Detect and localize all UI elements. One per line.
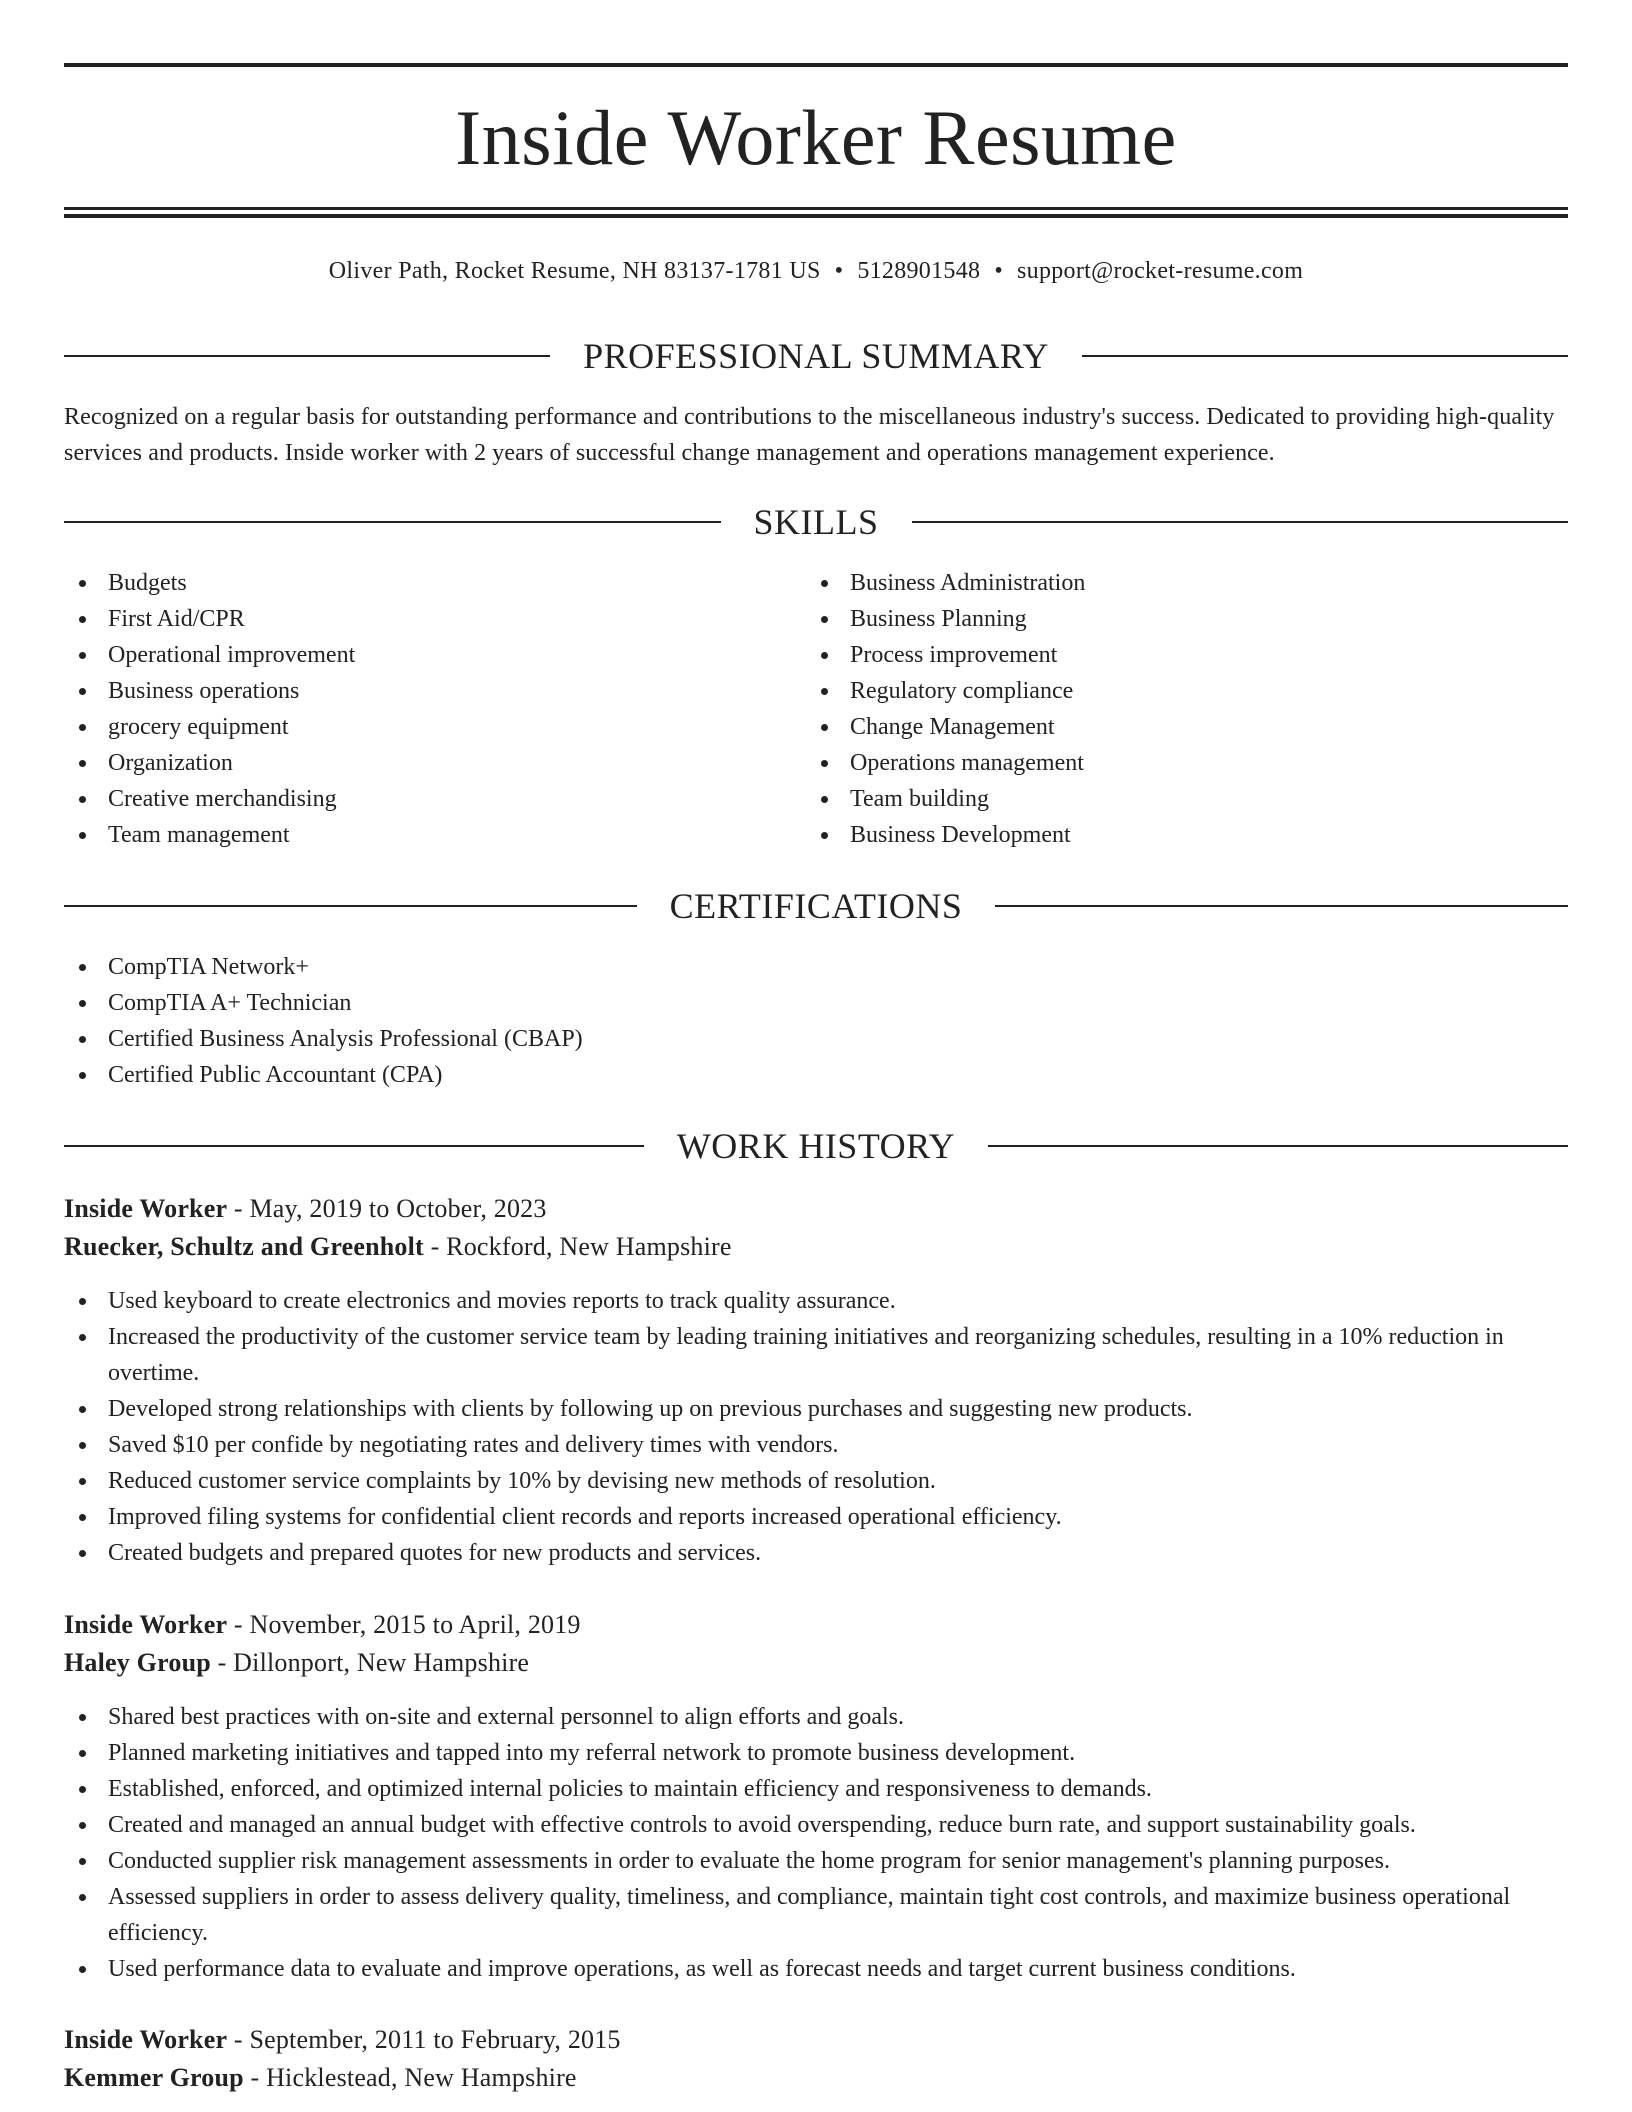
summary-section-header bbox=[64, 336, 1568, 376]
section-divider bbox=[988, 1145, 1568, 1147]
contact-separator: • bbox=[834, 258, 844, 284]
header-bottom-rule-2 bbox=[64, 214, 1568, 218]
skill-item: Team building bbox=[806, 781, 1566, 817]
work-heading: WORK HISTORY bbox=[676, 1126, 956, 1166]
skill-item: Business Administration bbox=[806, 565, 1566, 601]
job-title-line bbox=[64, 1606, 1568, 1644]
skill-item: Organization bbox=[64, 745, 804, 781]
skill-item: Business Development bbox=[806, 817, 1566, 853]
job-bullet: Created and managed an annual budget with effective controls to avoid overspending, reduce burn rate, and support sustainability goals. bbox=[64, 1807, 1568, 1843]
skill-item: Process improvement bbox=[806, 637, 1566, 673]
job-bullet: Shared best practices with on-site and external personnel to align efforts and goals. bbox=[64, 1699, 1568, 1735]
section-divider bbox=[64, 355, 550, 357]
resume-title: Inside Worker Resume bbox=[455, 94, 1177, 181]
section-divider bbox=[912, 521, 1569, 523]
contact-email: support@rocket-resume.com bbox=[1017, 258, 1304, 284]
job-dates: - November, 2015 to April, 2019 bbox=[227, 1610, 581, 1639]
job-title: Inside Worker bbox=[64, 1610, 228, 1639]
job-dates: - May, 2019 to October, 2023 bbox=[227, 1194, 547, 1223]
job-bullet: Created budgets and prepared quotes for new products and services. bbox=[64, 1535, 1568, 1571]
contact-separator: • bbox=[994, 258, 1004, 284]
section-divider bbox=[64, 905, 637, 907]
contact-phone: 5128901548 bbox=[857, 258, 981, 284]
job-bullet-list bbox=[64, 1283, 1568, 1571]
job-location: - Hicklestead, New Hampshire bbox=[243, 2063, 577, 2092]
job-dates: - September, 2011 to February, 2015 bbox=[227, 2025, 621, 2054]
section-divider bbox=[995, 905, 1568, 907]
skills-section-header bbox=[64, 502, 1568, 542]
section-divider bbox=[64, 1145, 644, 1147]
skill-item: grocery equipment bbox=[64, 709, 804, 745]
summary-heading: PROFESSIONAL SUMMARY bbox=[583, 336, 1049, 376]
work-section-header bbox=[64, 1126, 1568, 1166]
skills-heading: SKILLS bbox=[753, 502, 879, 542]
job-bullet: Assessed suppliers in order to assess delivery quality, timeliness, and compliance, maintain tight cost controls, and maximize business operational efficiency. bbox=[64, 1879, 1568, 1951]
skill-item: Operations management bbox=[806, 745, 1566, 781]
job-company: Haley Group bbox=[64, 1648, 211, 1677]
job-company: Kemmer Group bbox=[64, 2063, 244, 2092]
skill-item: Budgets bbox=[64, 565, 804, 601]
summary-text: Recognized on a regular basis for outstanding performance and contributions to the miscellaneous industry's success. Dedicated to providing high-quality services and products. Inside worker with 2 years of successful change management and operations management experience. bbox=[64, 404, 1555, 466]
section-divider bbox=[64, 521, 721, 523]
job-company-line bbox=[64, 2059, 1568, 2097]
contact-address: Oliver Path, Rocket Resume, NH 83137-1781 US bbox=[328, 258, 821, 284]
skill-item: Business Planning bbox=[806, 601, 1566, 637]
certifications-list bbox=[64, 949, 1568, 1093]
skill-item: Regulatory compliance bbox=[806, 673, 1566, 709]
skill-item: Change Management bbox=[806, 709, 1566, 745]
header-bottom-rule bbox=[64, 207, 1568, 210]
job-bullet: Used keyboard to create electronics and movies reports to track quality assurance. bbox=[64, 1283, 1568, 1319]
header-top-rule bbox=[64, 63, 1568, 67]
certifications-section-header bbox=[64, 886, 1568, 926]
job-location: - Dillonport, New Hampshire bbox=[210, 1648, 530, 1677]
skills-list-left bbox=[64, 565, 804, 853]
job-bullet: Saved $10 per confide by negotiating rates and delivery times with vendors. bbox=[64, 1427, 1568, 1463]
job-title-line bbox=[64, 2021, 1568, 2059]
job-bullet: Established, enforced, and optimized internal policies to maintain efficiency and responsiveness to demands. bbox=[64, 1771, 1568, 1807]
skill-item: Business operations bbox=[64, 673, 804, 709]
section-divider bbox=[1082, 355, 1568, 357]
skill-item: Creative merchandising bbox=[64, 781, 804, 817]
job-title: Inside Worker bbox=[64, 2025, 228, 2054]
skill-item: Operational improvement bbox=[64, 637, 804, 673]
job-bullet: Developed strong relationships with clients by following up on previous purchases and suggesting new products. bbox=[64, 1391, 1568, 1427]
job-location: - Rockford, New Hampshire bbox=[423, 1232, 732, 1261]
skills-list-right bbox=[806, 565, 1566, 853]
contact-line bbox=[64, 254, 1568, 288]
job-company: Ruecker, Schultz and Greenholt bbox=[64, 1232, 424, 1261]
job-bullet: Used performance data to evaluate and improve operations, as well as forecast needs and target current business conditions. bbox=[64, 1951, 1568, 1987]
skill-item: Team management bbox=[64, 817, 804, 853]
job-company-line bbox=[64, 1644, 1568, 1682]
certification-item: CompTIA A+ Technician bbox=[64, 985, 1568, 1021]
job-company-line bbox=[64, 1228, 1568, 1266]
job-bullet-list bbox=[64, 1699, 1568, 1987]
certification-item: Certified Public Accountant (CPA) bbox=[64, 1057, 1568, 1093]
job-bullet: Increased the productivity of the customer service team by leading training initiatives and reorganizing schedules, resulting in a 10% reduction in overtime. bbox=[64, 1319, 1568, 1391]
job-bullet: Planned marketing initiatives and tapped into my referral network to promote business development. bbox=[64, 1735, 1568, 1771]
skill-item: First Aid/CPR bbox=[64, 601, 804, 637]
certifications-heading: CERTIFICATIONS bbox=[669, 886, 963, 926]
certification-item: Certified Business Analysis Professional (CBAP) bbox=[64, 1021, 1568, 1057]
job-bullet: Reduced customer service complaints by 10% by devising new methods of resolution. bbox=[64, 1463, 1568, 1499]
job-bullet: Improved filing systems for confidential client records and reports increased operational efficiency. bbox=[64, 1499, 1568, 1535]
job-title-line bbox=[64, 1190, 1568, 1228]
job-bullet: Conducted supplier risk management assessments in order to evaluate the home program for senior management's planning purposes. bbox=[64, 1843, 1568, 1879]
job-title: Inside Worker bbox=[64, 1194, 228, 1223]
certification-item: CompTIA Network+ bbox=[64, 949, 1568, 985]
